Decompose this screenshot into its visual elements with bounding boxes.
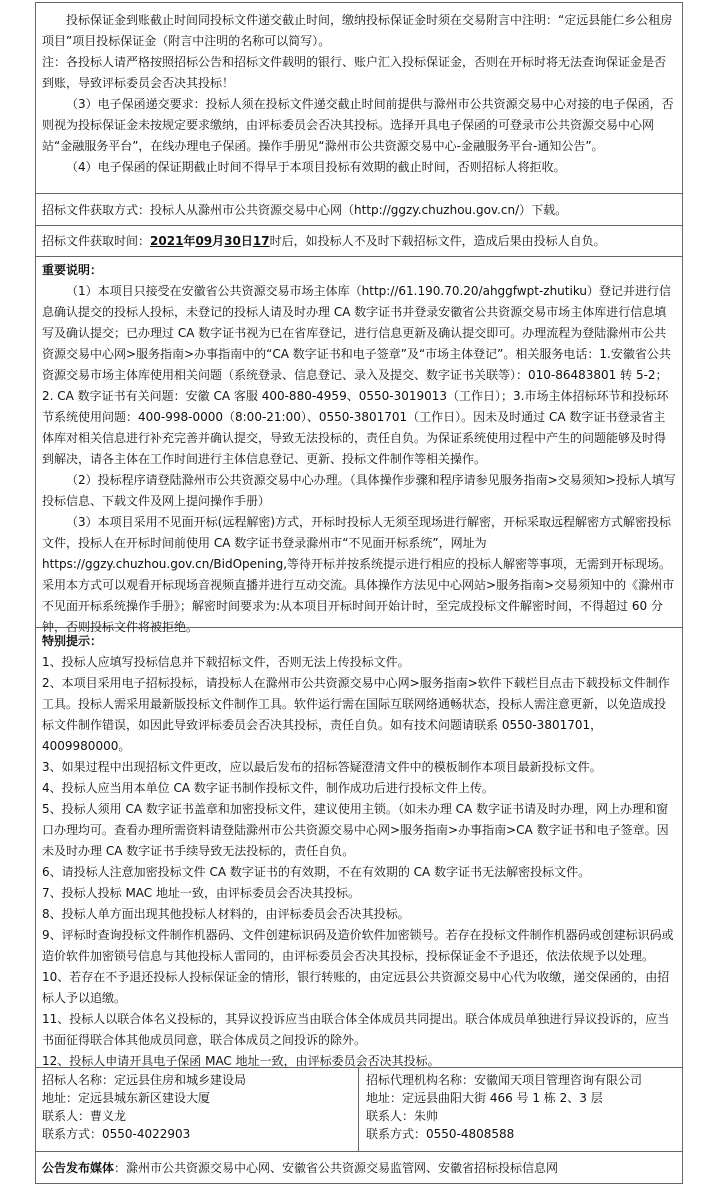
important-note-1: （1）本项目只接受在安徽省公共资源交易市场主体库（http://61.190.70.20/ahggfwpt-zhutiku）登记并进行信息确认提交的投标人投标，未登记的投标人请及时办理 CA 数字证书并登录安徽省公共资源交易市场主体库进行信息填写及确认提交；已办理过 CA 数字证书视为已在省库登记，进行信息更新及确认提交即可。办理流程为登陆滁州市公共资源交易中心网>服务指南>办事指南中的“CA 数字证书和电子签章”及“市场主体登记”。相关服务电话：1.安徽省公共资源交易市场主体库使用相关问题（系统登录、信息登记、录入及提交、数字证书关联等）：010-86483801 转 5-2；2. CA 数字证书有关问题：安徽 CA 客服 400-880-4959、0550-3019013（工作日）；3.市场主体招标环节和投标环节系统使用问题：400-998-0000（8:00-21:00）、0550-3801701（工作日）。因未及时通过 CA 数字证书登录省主体库对相关信息进行补充完善并确认提交，导致无法投标的，责任自负。为保证系统使用过程中产生的问题能够及时得到解决，请各主体在工作时间进行主体信息登记、更新、投标文件制作等相关操作。 (42, 284, 672, 466)
deposit-paragraph-3: （3）电子保函递交要求：投标人须在投标文件递交截止时间前提供与滁州市公共资源交易中心对接的电子保函，否则视为投标保证金未按规定要求缴纳，由评标委员会否决其投标。选择开具电子保函的可登录市公共资源交易中心网站“金融服务平台”，在线办理电子保函。操作手册见“滁州市公共资源交易中心-金融服务平台-通知公告”。 (42, 97, 674, 153)
obtain-time-text (42, 231, 676, 252)
tenderer-address: 地址：定远县城东新区建设大厦 (42, 1091, 211, 1105)
special-tip: 8、投标人单方面出现其他投标人材料的，由评标委员会否决其投标。 (42, 907, 410, 921)
obtain-time-label: 招标文件获取时间： (42, 234, 151, 248)
agency-name: 招标代理机构名称：安徽闻天项目管理咨询有限公司 (366, 1073, 643, 1087)
agency-address: 地址：定远县曲阳大街 466 号 1 栋 2、3 层 (366, 1091, 603, 1105)
obtain-year: 2021 (150, 234, 184, 248)
contacts-section (35, 1068, 683, 1152)
deposit-note: 注：各投标人请严格按照招标公告和招标文件载明的银行、账户汇入投标保证金，否则在开标时将无法查询保证金是否到账，导致评标委员会否决其投标！ (42, 55, 667, 90)
special-tip: 3、如果过程中出现招标文件更改，应以最后发布的招标答疑澄清文件中的模板制作本项目最新投标文件。 (42, 760, 602, 774)
important-note-3: （3）本项目采用不见面开标(远程解密)方式，开标时投标人无须至现场进行解密，开标采取远程解密方式解密投标文件，投标人在开标时间前使用 CA 数字证书登录滁州市“不见面开标系统”，网址为 https://ggzy.chuzhou.gov.cn/BidOpening,等待开标并按系统提示进行相应的投标人解密等事项，无需到开标现场。采用本方式可以观看开标现场音视频直播并进行互动交流。具体操作方法见中心网站>服务指南>交易须知中的《滁州市不见面开标系统操作手册》；解密时间要求为:从本项目开标时间开始计时，至完成投标文件解密时间，不得超过 60 分钟，否则投标文件将被拒绝。 (42, 515, 675, 634)
agency-phone: 联系方式：0550-4808588 (366, 1127, 515, 1141)
media-text (42, 1158, 676, 1179)
tenderer-phone: 联系方式：0550-4022903 (42, 1127, 191, 1141)
media-label: 公告发布媒体 (42, 1161, 115, 1175)
special-tip: 5、投标人须用 CA 数字证书盖章和加密投标文件，建议使用主锁。（如未办理 CA 数字证书请及时办理，网上办理和窗口办理均可。查看办理所需资料请登陆滁州市公共资源交易中心网>服务指南>办事指南>CA 数字证书和电子签章。因未及时办理 CA 数字证书手续导致无法投标的，责任自负。 (42, 802, 669, 858)
special-tips-title: 特别提示： (42, 634, 103, 648)
special-tip: 12、投标人申请开具电子保函 MAC 地址一致，由评标委员会否决其投标。 (42, 1054, 440, 1068)
media-list: ：滁州市公共资源交易中心网、安徽省公共资源交易监管网、安徽省招标投标信息网 (114, 1161, 559, 1175)
special-tip: 2、本项目采用电子招标投标，请投标人在滁州市公共资源交易中心网>服务指南>软件下载栏目点击下载投标文件制作工具。投标人需采用最新版投标文件制作工具。软件运行需在国际互联网络通畅状态，投标人需注意更新，以免造成投标文件制作错误，如因此导致评标委员会否决其投标，责任自负。如有技术问题请联系 0550-3801701，4009980000。 (42, 676, 670, 753)
important-notes-section (35, 257, 683, 634)
obtain-month: 09 (195, 234, 213, 248)
special-tips-section (35, 628, 683, 1068)
agency-info (359, 1068, 683, 1151)
obtain-day: 30 (224, 234, 241, 248)
special-tip: 7、投标人投标 MAC 地址一致，由评标委员会否决其投标。 (42, 886, 360, 900)
agency-contact: 联系人：朱帅 (366, 1109, 439, 1123)
deposit-paragraph-4: （4）电子保函的保证期截止时间不得早于本项目投标有效期的截止时间，否则招标人将拒收。 (66, 160, 566, 174)
important-notes-title: 重要说明： (42, 263, 103, 277)
month-unit: 月 (212, 234, 225, 248)
special-tip: 10、若存在不予退还投标人投标保证金的情形，银行转账的，由定远县公共资源交易中心代为收缴，递交保函的，由招标人予以追缴。 (42, 970, 670, 1005)
obtain-hour: 17 (252, 234, 270, 248)
obtain-method-text: 招标文件获取方式：投标人从滁州市公共资源交易中心网（http://ggzy.chuzhou.gov.cn/）下载。 (42, 203, 568, 217)
special-tip: 1、投标人应填写投标信息并下载招标文件，否则无法上传投标文件。 (42, 655, 410, 669)
special-tip: 9、评标时查询投标文件制作机器码、文件创建标识码及造价软件加密锁号。若存在投标文件制作机器码或创建标识码或造价软件加密锁号信息与其他投标人雷同的，由评标委员会否决其投标，投标保证金不予退还，依法依规予以处理。 (42, 928, 674, 963)
obtain-method-section (35, 194, 683, 226)
tenderer-info (35, 1068, 359, 1151)
obtain-time-suffix: 时后，如投标人不及时下载招标文件，造成后果由投标人自负。 (269, 234, 606, 248)
year-unit: 年 (183, 234, 196, 248)
media-section (35, 1152, 683, 1184)
special-tip: 6、请投标人注意加密投标文件 CA 数字证书的有效期，不在有效期的 CA 数字证书无法解密投标文件。 (42, 865, 591, 879)
special-tip: 4、投标人应当用本单位 CA 数字证书制作投标文件，制作成功后进行投标文件上传。 (42, 781, 494, 795)
obtain-time-section (35, 226, 683, 257)
deposit-paragraph-1: 投标保证金到账截止时间同投标文件递交截止时间，缴纳投标保证金时须在交易附言中注明：“定远县能仁乡公租房项目”项目投标保证金（附言中注明的名称可以简写）。 (42, 13, 673, 48)
tenderer-name: 招标人名称：定远县住房和城乡建设局 (42, 1073, 247, 1087)
deposit-section (35, 2, 683, 194)
day-unit: 日 (240, 234, 253, 248)
tenderer-contact: 联系人：曹义龙 (42, 1109, 127, 1123)
special-tip: 11、投标人以联合体名义投标的，其异议投诉应当由联合体全体成员共同提出。联合体成员单独进行异议投诉的，应当书面征得联合体其他成员同意，联合体成员之间投诉的除外。 (42, 1012, 670, 1047)
important-note-2: （2）投标程序请登陆滁州市公共资源交易中心办理。（具体操作步骤和程序请参见服务指南>交易须知>投标人填写投标信息、下载文件及网上提问操作手册） (42, 473, 676, 508)
